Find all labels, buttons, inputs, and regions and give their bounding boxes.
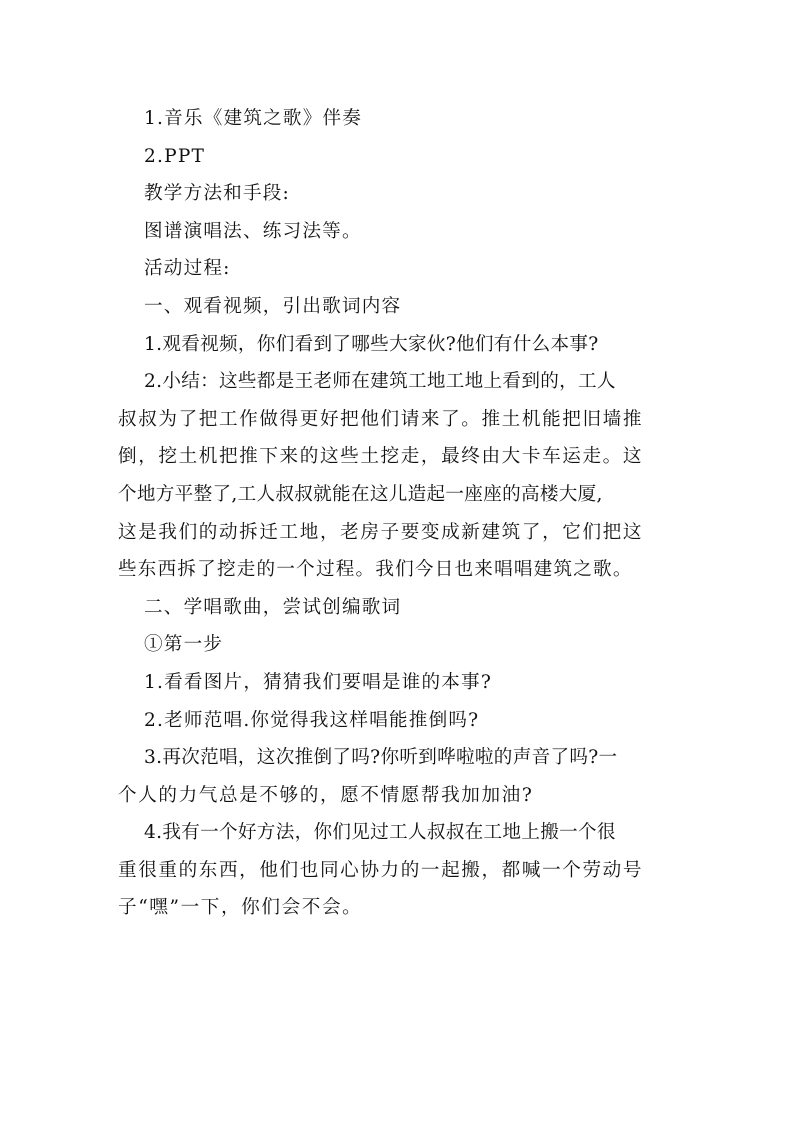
materials-item-1: 1.音乐《建筑之歌》伴奏	[144, 108, 363, 129]
paragraph-line: 1.看看图片，猜猜我们要唱是谁的本事?	[144, 671, 493, 693]
section-heading-methods: 教学方法和手段:	[144, 183, 291, 205]
paragraph-line: 叔叔为了把工作做得更好把他们请来了。推土机能把旧墙推	[118, 408, 644, 430]
paragraph-line: 1.观看视频，你们看到了哪些大家伙?他们有什么本事?	[144, 333, 599, 355]
paragraph-line: 2.小结：这些都是王老师在建筑工地工地上看到的，工人	[144, 371, 616, 393]
paragraph-line: 4.我有一个好方法，你们见过工人叔叔在工地上搬一个很	[144, 822, 616, 844]
paragraph-line: 些东西拆了挖走的一个过程。我们今日也来唱唱建筑之歌。	[118, 559, 633, 581]
paragraph-line: 3.再次范唱，这次推倒了吗?你听到哗啦啦的声音了吗?一	[144, 747, 618, 769]
document-body	[118, 100, 690, 927]
paragraph-line: 重很重的东西，他们也同心协力的一起搬，都喊一个劳动号	[118, 859, 644, 881]
sub-step-heading: ①第一步	[144, 634, 224, 656]
paragraph-line: 倒，挖土机把推下来的这些土挖走，最终由大卡车运走。这	[118, 446, 644, 468]
section-heading-process: 活动过程:	[144, 258, 231, 280]
paragraph-line: 子“嘿”一下，你们会不会。	[118, 897, 363, 919]
step-heading-1: 一、观看视频，引出歌词内容	[144, 295, 402, 317]
materials-item-2: 2.PPT	[144, 145, 206, 167]
paragraph-line: 这是我们的动拆迁工地，老房子要变成新建筑了，它们把这	[118, 521, 644, 543]
paragraph-line: 个地方平整了,工人叔叔就能在这儿造起一座座的高楼大厦,	[118, 483, 603, 505]
step-heading-2: 二、学唱歌曲，尝试创编歌词	[144, 596, 402, 618]
paragraph-line: 个人的力气总是不够的，愿不情愿帮我加加油?	[118, 784, 534, 806]
paragraph-line: 2.老师范唱.你觉得我这样唱能推倒吗?	[144, 709, 480, 731]
methods-text: 图谱演唱法、练习法等。	[144, 220, 362, 242]
